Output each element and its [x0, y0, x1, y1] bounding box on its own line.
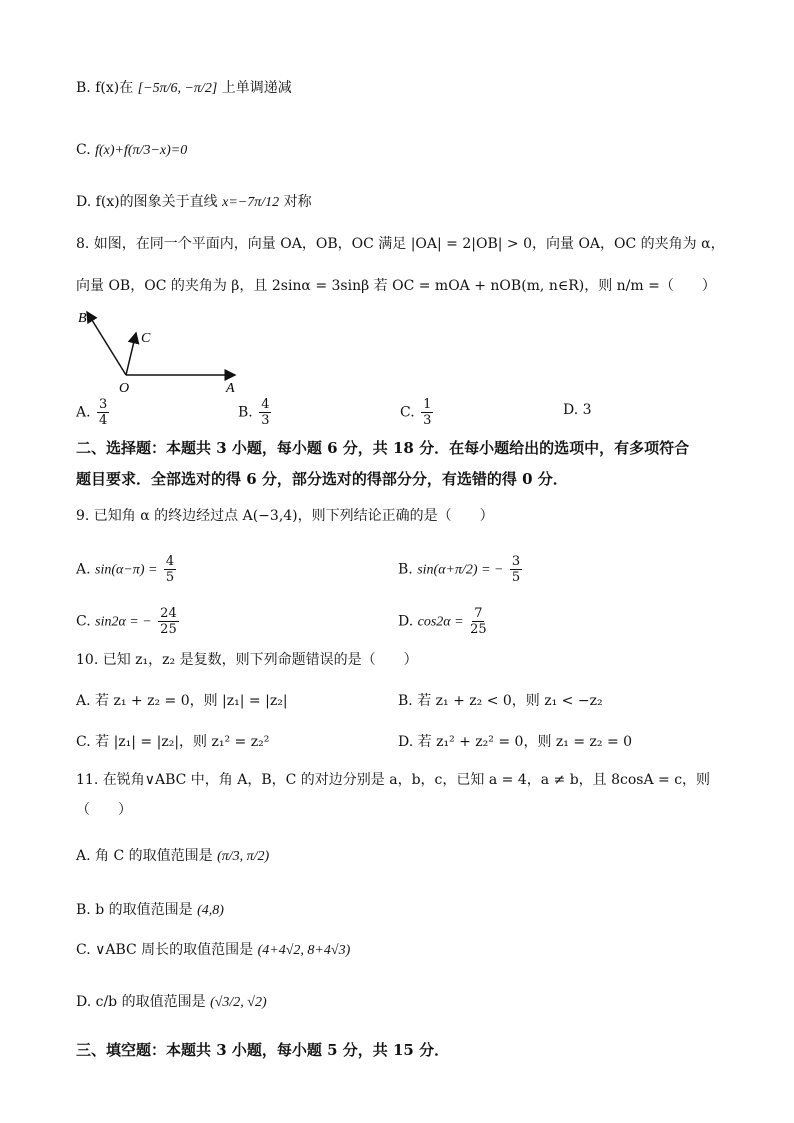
denominator: 4 — [99, 413, 108, 428]
option-text: f(x)在 — [95, 80, 134, 96]
option-label: D. — [76, 194, 92, 210]
option-label: B. b 的取值范围是 — [76, 902, 193, 918]
option-expression: (4+4√2, 8+4√3) — [257, 943, 351, 958]
option-label: A. — [76, 404, 91, 421]
option-expression: f(x)+f(π/3−x)=0 — [95, 143, 188, 158]
fraction — [421, 398, 433, 427]
section2-heading-line1: 二、选择题：本题共 3 小题，每小题 6 分，共 18 分．在每小题给出的选项中，有多项符合 — [76, 439, 690, 457]
option-label: A. 角 C 的取值范围是 — [76, 848, 213, 864]
option-label: C. — [76, 142, 91, 158]
option-text: 3 — [582, 402, 592, 418]
label-a: A — [226, 381, 235, 395]
option-label: D. — [563, 402, 579, 418]
option-label: C. — [400, 404, 415, 421]
q9-option-c — [76, 607, 181, 636]
option-expression: cos2α = — [417, 614, 464, 630]
option-expression: [−5π/6, −π/2] — [137, 81, 218, 96]
option-expression: (π/3, π/2) — [217, 849, 270, 864]
option-label: B. — [76, 80, 91, 96]
fraction — [158, 607, 179, 636]
q8-option-c — [400, 398, 435, 427]
option-label: D. c/b 的取值范围是 — [76, 994, 206, 1010]
option-expression: (4,8) — [197, 903, 224, 918]
fraction — [510, 555, 522, 584]
option-text: 上单调递减 — [221, 80, 292, 96]
option-label: C. — [76, 613, 91, 630]
fraction — [470, 607, 487, 636]
denominator: 5 — [511, 570, 521, 585]
section3-heading: 三、填空题：本题共 3 小题，每小题 5 分，共 15 分． — [76, 1041, 450, 1059]
option-expression: sin2α = − — [95, 614, 152, 630]
q10-option-a: A. 若 z₁ + z₂ = 0，则 |z₁| = |z₂| — [76, 693, 288, 709]
option-label: B. — [238, 404, 253, 421]
q11-option-c — [76, 940, 350, 961]
q11-option-a — [76, 846, 269, 867]
option-label: B. — [398, 561, 413, 578]
section2-heading-line2: 题目要求．全部选对的得 6 分，部分选对的得部分分，有选错的得 0 分． — [76, 470, 568, 488]
vector-oc — [126, 333, 136, 375]
numerator: 4 — [261, 397, 270, 412]
q8-stem-line2: 向量 OB，OC 的夹角为 β，且 2sinα = 3sinβ 若 OC = mOA + nOB(m, n∈R)，则 n/m =（ ） — [76, 278, 716, 294]
denominator: 25 — [160, 622, 177, 637]
denominator: 5 — [165, 570, 175, 585]
q8-stem-line1: 8. 如图，在同一个平面内，向量 OA，OB，OC 满足 |OA| = 2|OB| > 0，向量 OA，OC 的夹角为 α， — [76, 236, 725, 252]
denominator: 3 — [261, 413, 270, 428]
q8-option-b — [238, 398, 273, 427]
label-b: B — [78, 311, 87, 326]
denominator: 3 — [423, 413, 432, 428]
q7-option-b — [76, 78, 292, 99]
denominator: 25 — [470, 622, 487, 637]
label-o: O — [119, 381, 130, 395]
option-expression: x=−7π/12 — [222, 195, 280, 210]
option-label: C. ∨ABC 周长的取值范围是 — [76, 942, 254, 958]
option-expression: sin(α+π/2) = − — [417, 562, 504, 578]
fraction — [259, 398, 271, 427]
q9-option-b — [398, 555, 524, 584]
label-c: C — [141, 331, 151, 346]
q10-option-b: B. 若 z₁ + z₂ < 0，则 z₁ < −z₂ — [398, 693, 603, 709]
option-text: f(x)的图象关于直线 — [95, 194, 218, 210]
option-expression: (√3/2, √2) — [210, 995, 267, 1010]
q10-stem: 10. 已知 z₁，z₂ 是复数，则下列命题错误的是（ ） — [76, 652, 418, 668]
q7-option-c — [76, 140, 187, 161]
numerator: 1 — [423, 397, 432, 412]
q9-stem: 9. 已知角 α 的终边经过点 A(−3,4)，则下列结论正确的是（ ） — [76, 508, 494, 524]
option-label: A. — [76, 561, 91, 578]
q11-stem: 11. 在锐角∨ABC 中，角 A，B，C 的对边分别是 a，b，c，已知 a = 4，a ≠ b，且 8cosA = c，则 — [76, 772, 711, 788]
q8-option-d — [563, 400, 592, 420]
q10-option-c: C. 若 |z₁| = |z₂|，则 z₁² = z₂² — [76, 734, 270, 750]
q7-option-d — [76, 192, 312, 213]
fraction — [164, 555, 176, 584]
fraction — [97, 398, 109, 427]
q8-option-a — [76, 398, 111, 427]
option-expression: sin(α−π) = — [95, 562, 158, 578]
numerator: 3 — [511, 554, 521, 569]
option-label: D. — [398, 613, 414, 630]
q10-option-d: D. 若 z₁² + z₂² = 0，则 z₁ = z₂ = 0 — [398, 734, 633, 750]
q11-option-b — [76, 900, 224, 921]
q11-option-d — [76, 992, 267, 1013]
q9-option-d — [398, 607, 489, 636]
vector-figure — [70, 300, 250, 395]
numerator: 3 — [99, 397, 108, 412]
q9-option-a — [76, 555, 178, 584]
numerator: 7 — [474, 606, 483, 621]
vector-ob — [87, 312, 126, 375]
option-text: 对称 — [283, 194, 312, 210]
numerator: 4 — [165, 554, 175, 569]
numerator: 24 — [160, 606, 177, 621]
q11-paren: （ ） — [76, 802, 132, 818]
